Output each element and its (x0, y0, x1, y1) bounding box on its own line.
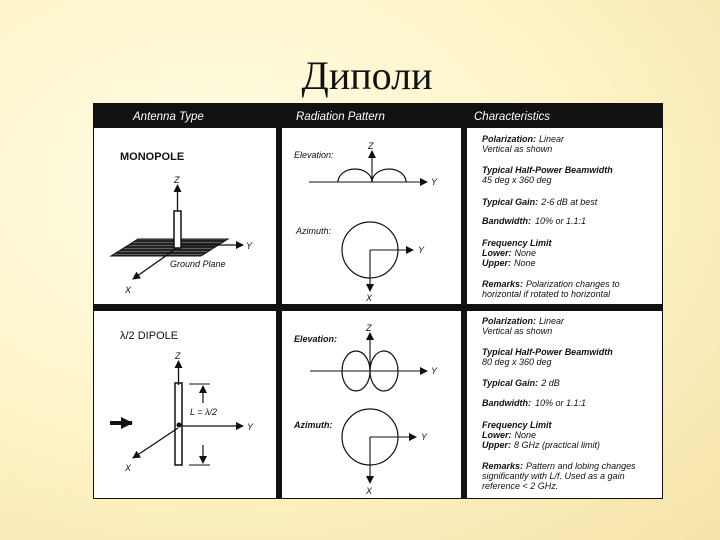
dipole-characteristics (482, 316, 636, 491)
antenna-name: MONOPOLE (120, 151, 185, 163)
elevation-label: Elevation: (294, 334, 338, 344)
svg-text:Remarks:Polarization changes t: Remarks: Polarization changes to (482, 279, 620, 289)
svg-text:Typical Gain:2 dB: Typical Gain: 2 dB (482, 378, 560, 388)
svg-text:Upper:None: Upper: None (482, 258, 536, 268)
header-characteristics: Characteristics (474, 111, 551, 123)
monopole-characteristics (482, 134, 620, 299)
header-radiation-pattern: Radiation Pattern (296, 111, 385, 123)
axis-label-y: Y (247, 422, 254, 432)
axis-label-x: X (125, 463, 132, 473)
svg-text:Typical Half-Power Beamwidth: Typical Half-Power Beamwidth (482, 347, 613, 357)
dipole-diagram (110, 330, 254, 473)
axis-label-z: Z (366, 323, 372, 333)
axis-label-x: X (366, 293, 373, 303)
svg-text:80 deg x 360 deg: 80 deg x 360 deg (482, 357, 552, 367)
svg-text:Vertical as shown: Vertical as shown (482, 144, 553, 154)
axis-label-z: Z (175, 351, 181, 361)
svg-text:Polarization:Linear: Polarization: Linear (482, 134, 565, 144)
header-antenna-type: Antenna Type (133, 111, 204, 123)
elevation-label: Elevation: (294, 150, 334, 160)
svg-text:Bandwidth:10% or 1.1:1: Bandwidth: 10% or 1.1:1 (482, 216, 587, 226)
axis-label-z: Z (174, 175, 180, 185)
row-divider (93, 304, 663, 311)
svg-text:horizontal if rotated to horiz: horizontal if rotated to horizontal (482, 289, 611, 299)
axis-label-y: Y (431, 366, 438, 376)
column-divider (461, 103, 467, 499)
axis-label-y: Y (246, 241, 253, 251)
length-label: L = λ/2 (190, 407, 218, 417)
axis-label-y: Y (421, 432, 428, 442)
column-divider (276, 103, 282, 499)
azimuth-label: Azimuth: (294, 420, 333, 430)
svg-text:Lower:None: Lower: None (482, 248, 537, 258)
svg-text:Vertical as shown: Vertical as shown (482, 326, 553, 336)
axis-label-z: Z (368, 141, 374, 151)
svg-text:Frequency Limit: Frequency Limit (482, 420, 552, 430)
svg-text:Typical Half-Power Beamwidth: Typical Half-Power Beamwidth (482, 165, 613, 175)
monopole-pattern (294, 141, 438, 303)
antenna-name: λ/2 DIPOLE (120, 330, 179, 342)
axis-label-x: X (366, 486, 373, 496)
antenna-table-figure (93, 103, 663, 499)
svg-text:Lower:None: Lower: None (482, 430, 537, 440)
svg-text:significantly with L/f. Used: significantly with L/f. Used as a gain (482, 471, 625, 481)
svg-text:45 deg x 360 deg: 45 deg x 360 deg (482, 175, 552, 185)
svg-text:Polarization:Linear: Polarization: Linear (482, 316, 565, 326)
svg-text:reference < 2 GHz.: reference < 2 GHz. (482, 481, 559, 491)
azimuth-label: Azimuth: (296, 226, 332, 236)
axis-label-y: Y (431, 177, 438, 187)
slide-title: Диполи (301, 53, 433, 98)
monopole-diagram (111, 151, 253, 295)
ground-plane-label: Ground Plane (170, 259, 226, 269)
dipole-pattern (293, 323, 438, 496)
axis-label-x: X (125, 285, 132, 295)
svg-text:Remarks:Pattern and lobing cha: Remarks: Pattern and lobing changes (482, 461, 636, 471)
antenna-table (93, 103, 663, 499)
svg-text:Bandwidth:10% or 1.1:1: Bandwidth: 10% or 1.1:1 (482, 398, 587, 408)
axis-label-y: Y (418, 245, 425, 255)
svg-text:Typical Gain:2-6 dB at best: Typical Gain: 2-6 dB at best (482, 197, 598, 207)
svg-text:Frequency Limit: Frequency Limit (482, 238, 552, 248)
svg-text:Upper:8 GHz (practical limit): Upper: 8 GHz (practical limit) (482, 440, 601, 450)
